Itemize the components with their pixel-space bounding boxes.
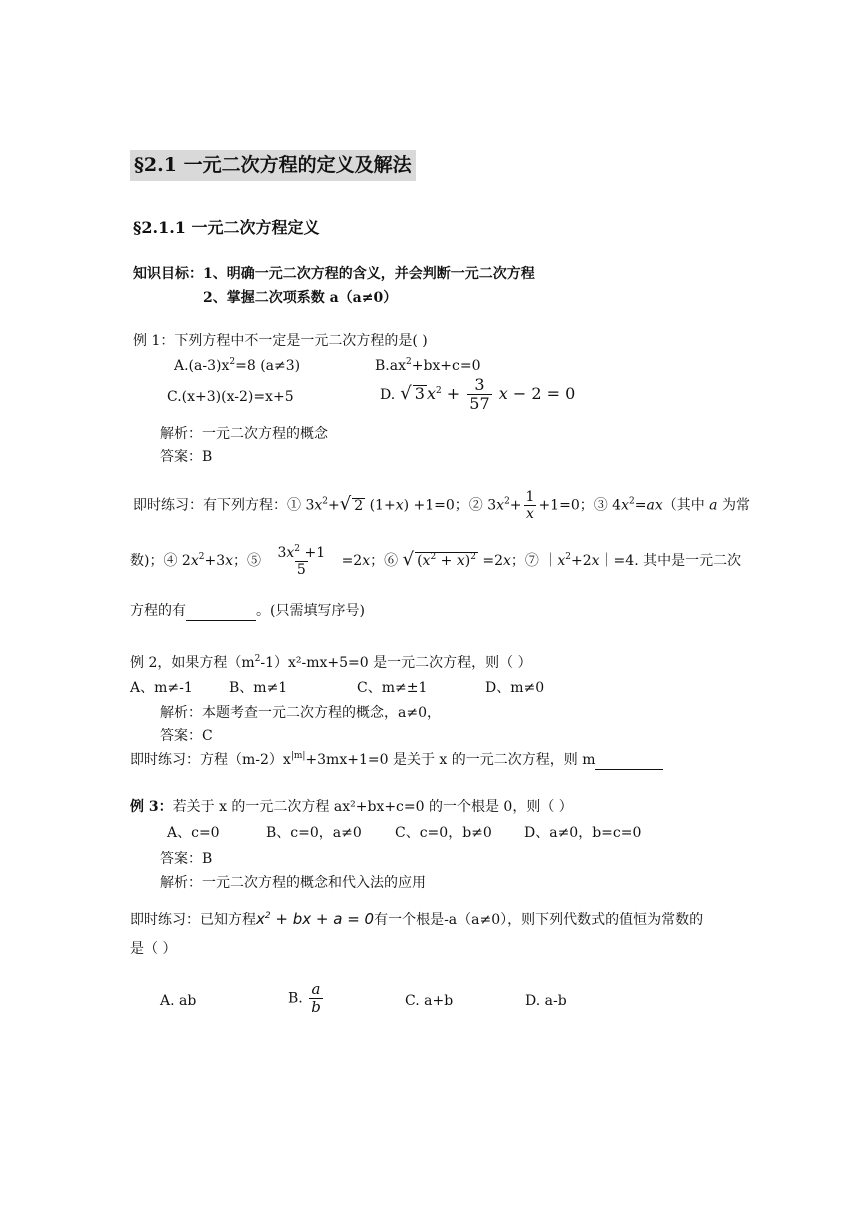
practice-3-line-1 — [130, 912, 703, 927]
practice-3-option-d: D. a-b — [525, 993, 567, 1009]
example-1-option-b: $B.ax^2+bx+c=0$ — [375, 357, 481, 374]
ex2-practice-start: 即时练习：方程（m-2）x — [130, 752, 291, 768]
objectives-line-1 — [133, 267, 535, 281]
example-2-analysis: 解析：本题考查一元二次方程的概念，a≠0， — [160, 705, 441, 721]
example-3-text: 若关于 x 的一元二次方程 ax²+bx+c=0 的一个根是 0，则（ ） — [172, 799, 573, 815]
example-1-question: 例 1：下列方程中不一定是一元二次方程的是( ) — [133, 333, 428, 349]
practice-1-line-3 — [130, 604, 365, 621]
practice-3-start: 即时练习：已知方程 — [130, 912, 256, 928]
objective-2: 2、掌握二次项系数 a（a≠0） — [203, 290, 398, 306]
practice-3-option-c: C. a+b — [405, 993, 454, 1009]
ex2-practice-end: +3mx+1=0 是关于 x 的一元二次方程，则 m — [305, 752, 596, 768]
example-3-question — [130, 800, 573, 814]
example-3-label: 例 3： — [130, 799, 173, 815]
example-1-answer: 答案：B — [160, 449, 213, 465]
example-3-option-c: C、c=0，b≠0 — [395, 825, 492, 841]
page-title: §2.1 一元二次方程的定义及解法 — [130, 150, 416, 181]
example-3-analysis: 解析：一元二次方程的概念和代入法的应用 — [160, 875, 426, 891]
section-subtitle: §2.1.1 一元二次方程定义 — [133, 218, 320, 237]
example-3-answer: 答案：B — [160, 851, 213, 867]
objectives-label: 知识目标： — [133, 266, 203, 282]
example-2-option-a: A、m≠-1 — [130, 680, 193, 696]
objective-1: 1、明确一元二次方程的含义，并会判断一元二次方程 — [203, 266, 535, 282]
option-d-label: D. — [380, 387, 396, 403]
answer-blank[interactable] — [186, 606, 256, 621]
practice-1-line-2: 数)；④ $2x^2+3x$；⑤ $\frac{3x^2 +1}{5}$ =2x；⑥ √ $(x^2 + x)^2 =2x$；⑦ $|x^2+2x|=4$. 其中是一元二次 — [130, 544, 742, 578]
practice-1-line-2-start: 数)；④ — [130, 553, 178, 569]
example-2-option-d: D、m≠0 — [485, 680, 545, 696]
example-2-practice: 即时练习：方程$(m-2)x^{|m|}+3mx+1=0$ 是关于 x 的一元二次方程，则 m — [130, 752, 663, 770]
example-1-analysis: 解析：一元二次方程的概念 — [160, 426, 328, 442]
ex2-question-start: 例 2，如果方程（m — [130, 655, 255, 671]
example-2-option-b: B、m≠1 — [229, 680, 288, 696]
ex2-question-end: ）x²-mx+5=0 是一元二次方程，则（ ） — [274, 655, 532, 671]
example-1-option-c: C.(x+3)(x-2)=x+5 — [167, 389, 294, 405]
example-2-question: 例 2，如果方程$(m^2-1)x^2-mx+5=0$ 是一元二次方程，则（ ） — [130, 654, 532, 671]
practice-1-intro: 即时练习：有下列方程：① — [133, 497, 301, 514]
example-2-option-c: C、m≠±1 — [357, 680, 428, 696]
practice-1-line-3-end: 。(只需填写序号) — [256, 603, 365, 619]
practice-3-option-a: A. ab — [160, 993, 197, 1009]
example-2-answer: 答案：C — [160, 728, 213, 744]
example-1-option-d: D. √ 3 $x^2$ + $\frac{3}{57}$ x − 2 = 0 — [380, 375, 576, 413]
practice-3-option-b: B. $\frac{a}{b}$ — [288, 980, 321, 1016]
practice-3-line-2: 是（ ） — [130, 941, 177, 957]
practice-1-line-3-start: 方程的有 — [130, 603, 186, 619]
example-3-option-b: B、c=0，a≠0 — [266, 825, 362, 841]
practice-1-line-1: 即时练习：有下列方程：① $3x^2+√$ 2 (1+x) +1=0；② $3x^2+$ $\frac{1}{x}$ +1=0；③ $4x^2=ax$（其中 a 为常 — [133, 489, 750, 522]
example-1-option-a: $A.(a-3)x^2=8$ (a≠3) — [174, 357, 301, 374]
equation: $x^2$ + bx + a = 0 — [256, 910, 375, 928]
practice-3-end: 有一个根是-a（a≠0），则下列代数式的值恒为常数的 — [374, 912, 704, 928]
example-3-option-a: A、c=0 — [167, 825, 220, 841]
example-3-option-d: D、a≠0，b=c=0 — [524, 825, 642, 841]
m-blank[interactable] — [595, 755, 663, 770]
practice-3-option-b-label: B. — [288, 990, 303, 1007]
